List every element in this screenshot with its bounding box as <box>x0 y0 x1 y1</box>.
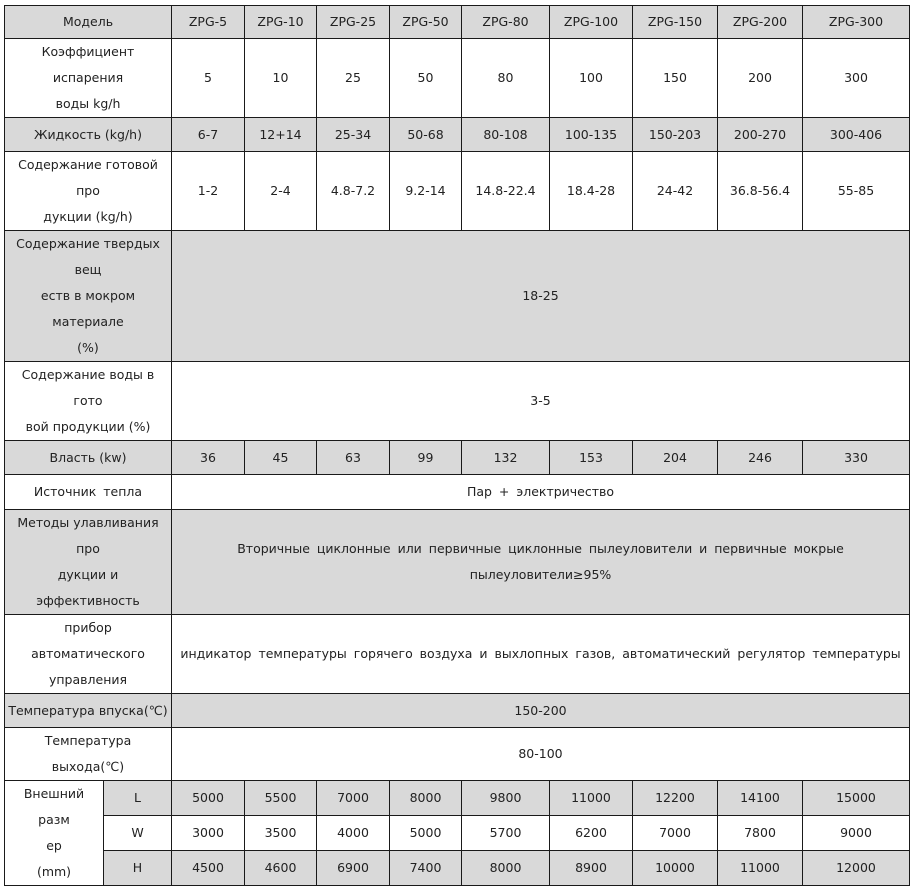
value-cell: 99 <box>390 441 462 475</box>
value-cell: 8900 <box>550 851 633 886</box>
collection-row <box>5 510 910 615</box>
value-cell: 4500 <box>172 851 245 886</box>
evaporation-row <box>5 39 910 118</box>
value-cell: 300 <box>803 39 910 118</box>
value-cell: 8000 <box>390 781 462 816</box>
value-cell: 5500 <box>245 781 317 816</box>
outlet-row <box>5 728 910 781</box>
dimension-axis-label: L <box>104 781 172 816</box>
spec-table <box>4 5 910 886</box>
dimension-axis-label: H <box>104 851 172 886</box>
label-line: Методы улавливания про <box>17 515 159 556</box>
liquid-label: Жидкость (kg/h) <box>5 118 172 152</box>
value-cell: 11000 <box>550 781 633 816</box>
model-cell: ZPG-80 <box>462 6 550 39</box>
value-cell: 55-85 <box>803 152 910 231</box>
value-cell: 7400 <box>390 851 462 886</box>
value-cell: 3500 <box>245 816 317 851</box>
value-cell: 4600 <box>245 851 317 886</box>
value-cell: 5000 <box>172 781 245 816</box>
solids-value: 18-25 <box>172 231 910 362</box>
moisture-row <box>5 362 910 441</box>
dimension-row-l <box>5 781 910 816</box>
value-cell: 5700 <box>462 816 550 851</box>
value-cell: 10 <box>245 39 317 118</box>
product-label <box>5 152 172 231</box>
value-cell: 5000 <box>390 816 462 851</box>
value-cell: 7000 <box>633 816 718 851</box>
label-line: Содержание воды в гото <box>21 367 155 408</box>
label-line: дукции и эффективность <box>36 567 140 608</box>
label-line: (mm) <box>36 864 72 879</box>
value-cell: 80-108 <box>462 118 550 152</box>
value-cell: 14100 <box>718 781 803 816</box>
heat-row <box>5 475 910 510</box>
heat-label: Источник тепла <box>5 475 172 510</box>
value-cell: 9.2-14 <box>390 152 462 231</box>
dimension-row-h <box>5 851 910 886</box>
value-cell: 11000 <box>718 851 803 886</box>
value-cell: 5 <box>172 39 245 118</box>
outlet-value: 80-100 <box>172 728 910 781</box>
value-cell: 100 <box>550 39 633 118</box>
liquid-row <box>5 118 910 152</box>
value-cell: 24-42 <box>633 152 718 231</box>
value-cell: 14.8-22.4 <box>462 152 550 231</box>
label-line: дукции (kg/h) <box>43 209 133 224</box>
control-row <box>5 615 910 694</box>
evaporation-label <box>5 39 172 118</box>
label-line: Содержание твердых вещ <box>16 236 160 277</box>
value-cell: 10000 <box>633 851 718 886</box>
value-cell: 150 <box>633 39 718 118</box>
outlet-label: Температура выхода(℃) <box>5 728 172 781</box>
model-header-label: Модель <box>5 6 172 39</box>
model-cell: ZPG-10 <box>245 6 317 39</box>
label-line: ер <box>46 838 62 853</box>
label-line: управления <box>48 672 128 687</box>
value-cell: 153 <box>550 441 633 475</box>
header-row <box>5 6 910 39</box>
model-cell: ZPG-25 <box>317 6 390 39</box>
value-cell: 6200 <box>550 816 633 851</box>
value-cell: 50 <box>390 39 462 118</box>
label-line: вой продукции (%) <box>25 419 151 434</box>
dimensions-label <box>5 781 104 886</box>
value-cell: 204 <box>633 441 718 475</box>
value-cell: 18.4-28 <box>550 152 633 231</box>
control-value: индикатор температуры горячего воздуха и выхлопных газов, автоматический регулятор температуры <box>172 615 910 694</box>
inlet-label: Температура впуска(℃) <box>5 694 172 728</box>
value-cell: 7000 <box>317 781 390 816</box>
value-cell: 12+14 <box>245 118 317 152</box>
value-cell: 6900 <box>317 851 390 886</box>
value-cell: 45 <box>245 441 317 475</box>
label-line: воды kg/h <box>55 96 121 111</box>
value-cell: 12000 <box>803 851 910 886</box>
value-cell: 12200 <box>633 781 718 816</box>
value-cell: 25 <box>317 39 390 118</box>
power-label: Власть (kw) <box>5 441 172 475</box>
solids-label <box>5 231 172 362</box>
value-cell: 80 <box>462 39 550 118</box>
collection-value: Вторичные циклонные или первичные циклонные пылеуловители и первичные мокрые пылеуловители≥95% <box>172 510 910 615</box>
value-cell: 246 <box>718 441 803 475</box>
value-cell: 9000 <box>803 816 910 851</box>
value-cell: 100-135 <box>550 118 633 152</box>
model-cell: ZPG-100 <box>550 6 633 39</box>
dimension-axis-label: W <box>104 816 172 851</box>
value-cell: 132 <box>462 441 550 475</box>
control-label <box>5 615 172 694</box>
inlet-value: 150-200 <box>172 694 910 728</box>
label-line: еств в мокром материале <box>40 288 136 329</box>
value-cell: 330 <box>803 441 910 475</box>
inlet-row <box>5 694 910 728</box>
heat-value: Пар + электричество <box>172 475 910 510</box>
value-cell: 1-2 <box>172 152 245 231</box>
value-cell: 50-68 <box>390 118 462 152</box>
product-row <box>5 152 910 231</box>
label-line: Внешний разм <box>23 786 85 827</box>
label-line: (%) <box>77 340 99 355</box>
value-cell: 150-203 <box>633 118 718 152</box>
model-cell: ZPG-300 <box>803 6 910 39</box>
value-cell: 300-406 <box>803 118 910 152</box>
value-cell: 36.8-56.4 <box>718 152 803 231</box>
value-cell: 6-7 <box>172 118 245 152</box>
value-cell: 63 <box>317 441 390 475</box>
value-cell: 4.8-7.2 <box>317 152 390 231</box>
label-line: прибор автоматического <box>31 620 145 661</box>
moisture-value: 3-5 <box>172 362 910 441</box>
value-cell: 36 <box>172 441 245 475</box>
power-row <box>5 441 910 475</box>
value-cell: 200-270 <box>718 118 803 152</box>
value-cell: 200 <box>718 39 803 118</box>
model-cell: ZPG-5 <box>172 6 245 39</box>
value-cell: 7800 <box>718 816 803 851</box>
value-cell: 9800 <box>462 781 550 816</box>
collection-label <box>5 510 172 615</box>
model-cell: ZPG-200 <box>718 6 803 39</box>
dimension-row-w <box>5 816 910 851</box>
value-cell: 8000 <box>462 851 550 886</box>
value-cell: 2-4 <box>245 152 317 231</box>
value-cell: 25-34 <box>317 118 390 152</box>
model-cell: ZPG-150 <box>633 6 718 39</box>
label-line: Коэффициент испарения <box>41 44 135 85</box>
moisture-label <box>5 362 172 441</box>
label-line: Содержание готовой про <box>18 157 158 198</box>
value-cell: 4000 <box>317 816 390 851</box>
solids-row <box>5 231 910 362</box>
model-cell: ZPG-50 <box>390 6 462 39</box>
value-cell: 15000 <box>803 781 910 816</box>
value-cell: 3000 <box>172 816 245 851</box>
